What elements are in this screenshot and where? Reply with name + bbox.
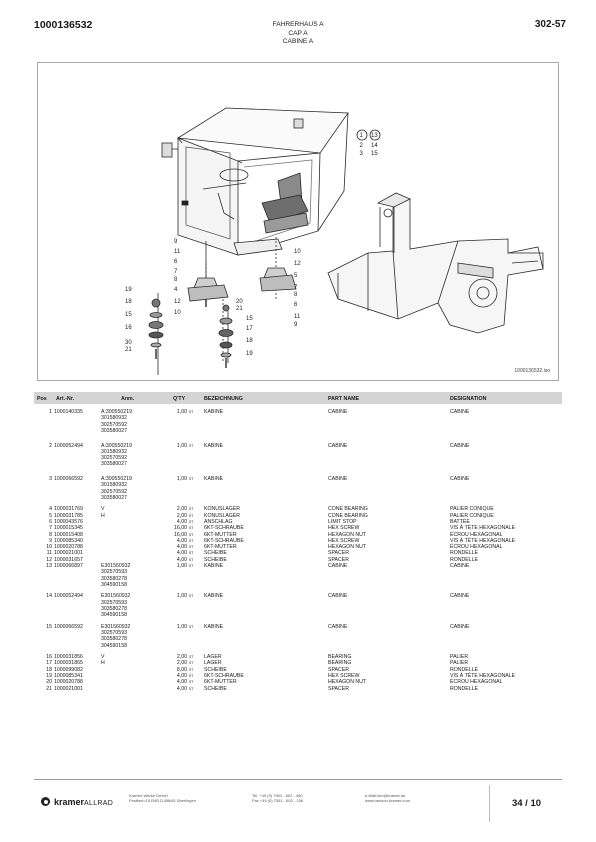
cell-unit: ST: [189, 519, 194, 524]
company-postbox: Postfach 101563 D-88645 Überlingen: [129, 798, 196, 804]
label-15b: 15: [246, 316, 253, 322]
cell-article-number: 1000031657: [54, 556, 83, 563]
cell-part-name: SPACER: [328, 666, 349, 673]
cell-remark: A:300550219 301580932 302570592 303580027: [101, 476, 132, 501]
cell-quantity: 1,00: [176, 476, 187, 482]
cell-quantity: 4,00: [176, 544, 187, 551]
cell-quantity: 2,00: [176, 660, 187, 667]
cell-designation: PALIER CONIQUE: [450, 506, 494, 513]
cell-part-name: HEXAGON NUT: [328, 679, 367, 686]
parts-table-body: [34, 409, 562, 692]
cell-quantity: 1,00: [176, 563, 187, 570]
cell-unit: ST: [189, 443, 194, 448]
label-21b: 21: [236, 306, 243, 312]
cell-part-name: CABINE: [328, 409, 348, 415]
cell-article-number: 1000021001: [54, 550, 83, 557]
cell-designation: VIS À TÊTE HEXAGONALE: [450, 537, 516, 544]
cell-article-number: 1000085341: [54, 672, 83, 679]
label-17: 17: [246, 326, 253, 332]
title-line-fr: CABINE A: [282, 38, 314, 46]
table-row: [34, 686, 562, 692]
callout-1: 1: [359, 133, 363, 139]
cell-quantity: 4,00: [176, 556, 187, 563]
label-16: 16: [125, 325, 132, 331]
cell-pos: 15: [46, 623, 52, 630]
cell-pos: 9: [49, 537, 52, 544]
logo-suffix: ALLRAD: [84, 800, 114, 807]
cell-bezeichnung: KONUSLAGER: [204, 506, 241, 513]
cell-quantity: 4,00: [176, 685, 187, 692]
cell-quantity: 16,00: [174, 525, 187, 532]
cell-designation: ÉCROU HEXAGONAL: [450, 531, 503, 538]
cell-designation: RONDELLE: [450, 550, 478, 557]
cell-pos: 5: [49, 512, 52, 519]
cell-article-number: 1000015408: [54, 531, 83, 538]
cell-designation: RONDELLE: [450, 556, 478, 563]
cell-article-number: 1000099082: [54, 666, 83, 673]
cell-bezeichnung: ANSCHLAG: [204, 518, 233, 525]
cell-pos: 20: [46, 679, 52, 686]
label-5: 5: [294, 273, 298, 279]
cell-designation: CABINE: [450, 593, 470, 600]
cell-unit: ST: [189, 538, 194, 543]
footer-divider: [34, 779, 562, 780]
cell-bezeichnung: 6KT-MUTTER: [204, 679, 237, 686]
cell-unit: ST: [189, 680, 194, 685]
cell-article-number: 1000031785: [54, 512, 83, 519]
cell-bezeichnung: SCHEIBE: [204, 556, 227, 563]
fax-number: Fax +49 (0) 7551 - 602 - 156: [252, 798, 304, 804]
cell-remark: V: [101, 506, 105, 513]
cell-part-name: CABINE: [328, 563, 348, 570]
label-7b: 7: [294, 285, 298, 291]
footer: [34, 785, 562, 825]
cell-unit: ST: [189, 507, 194, 512]
callout-2: 2: [359, 143, 363, 149]
col-anm: Anm.: [121, 395, 135, 402]
cell-designation: CABINE: [450, 623, 470, 630]
contact-web: [365, 793, 410, 804]
cell-bezeichnung: KABINE: [204, 593, 224, 600]
assembly-title: [198, 21, 398, 47]
title-line-de: FAHRERHAUS A: [272, 21, 324, 28]
cell-quantity: 2,00: [176, 654, 187, 661]
cell-designation: BATTÉE: [450, 518, 470, 525]
label-4: 4: [174, 287, 178, 293]
cell-bezeichnung: KABINE: [204, 476, 224, 482]
page-code: 302-57: [534, 19, 566, 30]
company-address: [129, 793, 196, 804]
cell-designation: PALIER CONIQUE: [450, 512, 494, 519]
label-9b: 9: [294, 322, 298, 328]
cell-pos: 7: [49, 525, 52, 532]
label-21: 21: [125, 347, 132, 353]
cell-pos: 12: [46, 556, 52, 563]
table-row: [34, 476, 562, 506]
label-18b: 18: [246, 338, 253, 344]
cell-article-number: 1000043576: [54, 518, 83, 525]
label-11: 11: [174, 249, 181, 255]
cell-unit: ST: [189, 673, 194, 678]
cell-article-number: 1000021001: [54, 685, 83, 692]
cell-part-name: CONE BEARING: [328, 506, 368, 513]
cell-designation: CABINE: [450, 563, 470, 570]
cell-quantity: 1,00: [176, 409, 187, 415]
label-20: 20: [236, 299, 243, 305]
cell-pos: 4: [49, 506, 52, 513]
cell-remark: A:300550219 301580932 302570592 303580027: [101, 409, 132, 434]
cell-designation: VIS À TÊTE HEXAGONALE: [450, 672, 516, 679]
cell-designation: CABINE: [450, 442, 470, 449]
label-12b: 12: [294, 261, 301, 267]
cell-article-number: 1000066592: [54, 476, 83, 482]
cell-unit: ST: [189, 410, 194, 414]
cell-part-name: HEX SCREW: [328, 525, 360, 532]
cell-bezeichnung: KABINE: [204, 442, 224, 449]
cell-remark: E301560932 302570593 303580278 304590158: [101, 593, 131, 619]
callout-15: 15: [371, 151, 378, 157]
cell-article-number: 1000140335: [54, 409, 83, 415]
cell-quantity: 4,00: [176, 518, 187, 525]
cell-designation: ÉCROU HEXAGONAL: [450, 679, 503, 686]
cell-unit: ST: [189, 564, 194, 569]
cell-remark: H: [101, 512, 105, 519]
col-designation: DESIGNATION: [450, 395, 487, 402]
label-7: 7: [174, 269, 178, 275]
cell-part-name: SPACER: [328, 550, 349, 557]
cell-designation: RONDELLE: [450, 666, 478, 673]
cell-part-name: SPACER: [328, 685, 349, 692]
exploded-view-drawing: [38, 63, 558, 380]
col-qty: Q'TY: [173, 395, 186, 402]
cell-bezeichnung: LAGER: [204, 654, 222, 661]
label-18: 18: [125, 299, 132, 305]
cell-unit: ST: [189, 594, 194, 599]
cell-quantity: 2,00: [176, 512, 187, 519]
cell-quantity: 1,00: [176, 593, 187, 600]
cell-unit: ST: [189, 667, 194, 672]
cell-bezeichnung: SCHEIBE: [204, 685, 227, 692]
cell-quantity: 4,00: [176, 672, 187, 679]
cell-pos: 19: [46, 672, 52, 679]
cell-unit: ST: [189, 477, 194, 481]
cell-part-name: HEXAGON NUT: [328, 544, 367, 551]
cell-quantity: 16,00: [174, 531, 187, 538]
cell-bezeichnung: KONUSLAGER: [204, 512, 241, 519]
cell-remark: H: [101, 660, 105, 667]
cell-unit: ST: [189, 661, 194, 666]
logo-text: kramer: [54, 797, 85, 807]
label-12: 12: [174, 299, 181, 305]
cell-part-name: CABINE: [328, 623, 348, 630]
table-row: [34, 409, 562, 443]
cell-pos: 6: [49, 518, 52, 525]
cell-part-name: BEARING: [328, 660, 352, 667]
cell-bezeichnung: LAGER: [204, 660, 222, 667]
cell-pos: 14: [46, 593, 52, 600]
website: www.neuson-kramer.com: [365, 798, 410, 804]
cell-article-number: 1000052494: [54, 442, 83, 449]
cell-part-name: LIMIT STOP: [328, 518, 357, 525]
cell-designation: PALIER: [450, 660, 469, 667]
cell-quantity: 2,00: [176, 506, 187, 513]
cell-designation: RONDELLE: [450, 685, 478, 692]
cell-part-name: HEXAGON NUT: [328, 531, 367, 538]
cell-quantity: 8,00: [176, 666, 187, 673]
cell-article-number: 1000020788: [54, 544, 83, 551]
email-address: e-Mail:info@kramer.de: [365, 793, 406, 798]
col-part-name: PART NAME: [328, 395, 360, 402]
cell-unit: ST: [189, 686, 194, 691]
table-row: [34, 563, 562, 593]
cell-designation: CABINE: [450, 476, 470, 482]
col-art: Art.-Nr.: [56, 395, 74, 402]
cell-quantity: 4,00: [176, 679, 187, 686]
label-8: 8: [174, 277, 178, 283]
cell-bezeichnung: 6KT-MUTTER: [204, 544, 237, 551]
cell-pos: 11: [46, 550, 52, 557]
cell-bezeichnung: KABINE: [204, 563, 224, 570]
cell-unit: ST: [189, 513, 194, 518]
cell-article-number: 1000085340: [54, 537, 83, 544]
cell-bezeichnung: 6KT-MUTTER: [204, 531, 237, 538]
cell-remark: V: [101, 654, 105, 661]
cell-part-name: HEX SCREW: [328, 537, 360, 544]
cell-bezeichnung: 6KT-SCHRAUBE: [204, 525, 244, 532]
kramer-logo: [41, 797, 113, 807]
cell-designation: CABINE: [450, 409, 470, 415]
cell-part-name: CABINE: [328, 442, 348, 449]
cell-part-name: HEX SCREW: [328, 672, 360, 679]
cell-unit: ST: [189, 624, 194, 629]
table-row: [34, 593, 562, 623]
cell-unit: ST: [189, 557, 194, 562]
cell-designation: VIS À TÊTE HEXAGONALE: [450, 525, 516, 532]
label-6b: 6: [294, 302, 298, 308]
cell-pos: 3: [49, 476, 52, 482]
col-pos: Pos: [37, 395, 47, 402]
phone-number: Tel. +49 (0) 7551 - 602 - 450: [252, 793, 303, 798]
label-6: 6: [174, 259, 178, 265]
contact-phone: [252, 793, 303, 804]
callout-14: 14: [371, 143, 378, 149]
table-row: [34, 624, 562, 654]
cell-pos: 2: [49, 442, 52, 449]
cell-quantity: 4,00: [176, 537, 187, 544]
company-name: Kramer-Werke GmbH: [129, 793, 168, 798]
cell-part-name: BEARING: [328, 654, 352, 661]
document-number: 1000136532: [34, 19, 93, 31]
cell-designation: PALIER: [450, 654, 469, 661]
cell-bezeichnung: SCHEIBE: [204, 550, 227, 557]
label-8b: 8: [294, 292, 298, 298]
label-10: 10: [174, 310, 181, 316]
figure-id: 1000136532.iso: [514, 368, 550, 374]
cell-article-number: 1000052494: [54, 593, 83, 600]
table-row: [34, 443, 562, 477]
callout-13: 13: [371, 133, 378, 139]
cell-remark: A:300550219 301580932 302570592 303580027: [101, 442, 132, 468]
label-19b: 19: [246, 351, 253, 357]
cell-pos: 17: [46, 660, 52, 667]
cell-pos: 10: [46, 544, 52, 551]
cell-article-number: 1000031769: [54, 506, 83, 513]
callout-3: 3: [359, 151, 363, 157]
cell-bezeichnung: SCHEIBE: [204, 666, 227, 673]
cell-pos: 18: [46, 666, 52, 673]
cell-quantity: 1,00: [176, 442, 187, 449]
cell-part-name: SPACER: [328, 556, 349, 563]
cell-part-name: CABINE: [328, 476, 348, 482]
cell-bezeichnung: 6KT-SCHRAUBE: [204, 537, 244, 544]
cell-unit: ST: [189, 532, 194, 537]
page-number: 34 / 10: [489, 785, 563, 822]
label-9: 9: [174, 239, 178, 245]
cell-quantity: 1,00: [176, 623, 187, 630]
cell-pos: 16: [46, 654, 52, 661]
cell-article-number: 1000066897: [54, 563, 83, 570]
label-10b: 10: [294, 249, 301, 255]
cell-article-number: 1000015345: [54, 525, 83, 532]
label-11b: 11: [294, 314, 301, 320]
cell-article-number: 1000066592: [54, 623, 83, 630]
title-line-it: CAP A: [288, 29, 308, 37]
label-19: 19: [125, 287, 132, 293]
cell-quantity: 4,00: [176, 550, 187, 557]
cell-pos: 21: [46, 685, 52, 692]
cell-bezeichnung: 6KT-SCHRAUBE: [204, 672, 244, 679]
cell-article-number: 1000031865: [54, 660, 83, 667]
cell-bezeichnung: KABINE: [204, 623, 224, 630]
kramer-logo-icon: [41, 797, 50, 806]
cell-bezeichnung: KABINE: [204, 409, 224, 415]
parts-table-header: [34, 392, 562, 404]
cell-remark: E301560932 302570593 303580278 304590158: [101, 563, 131, 588]
cell-part-name: CABINE: [328, 593, 348, 600]
label-30: 30: [125, 340, 132, 346]
cell-article-number: 1000031856: [54, 654, 83, 661]
cell-part-name: CONE BEARING: [328, 512, 368, 519]
col-bezeichnung: BEZEICHNUNG: [204, 395, 243, 402]
cell-unit: ST: [189, 655, 194, 660]
exploded-view-figure: [37, 62, 559, 381]
cell-unit: ST: [189, 526, 194, 531]
cell-unit: ST: [189, 545, 194, 550]
cell-pos: 13: [46, 563, 52, 570]
label-15: 15: [125, 312, 132, 318]
cell-remark: E301560932 302570593 303580278 304590158: [101, 623, 131, 649]
cell-designation: ÉCROU HEXAGONAL: [450, 544, 503, 551]
cell-unit: ST: [189, 551, 194, 556]
cell-pos: 1: [49, 409, 52, 415]
cell-pos: 8: [49, 531, 52, 538]
cell-article-number: 1000020788: [54, 679, 83, 686]
